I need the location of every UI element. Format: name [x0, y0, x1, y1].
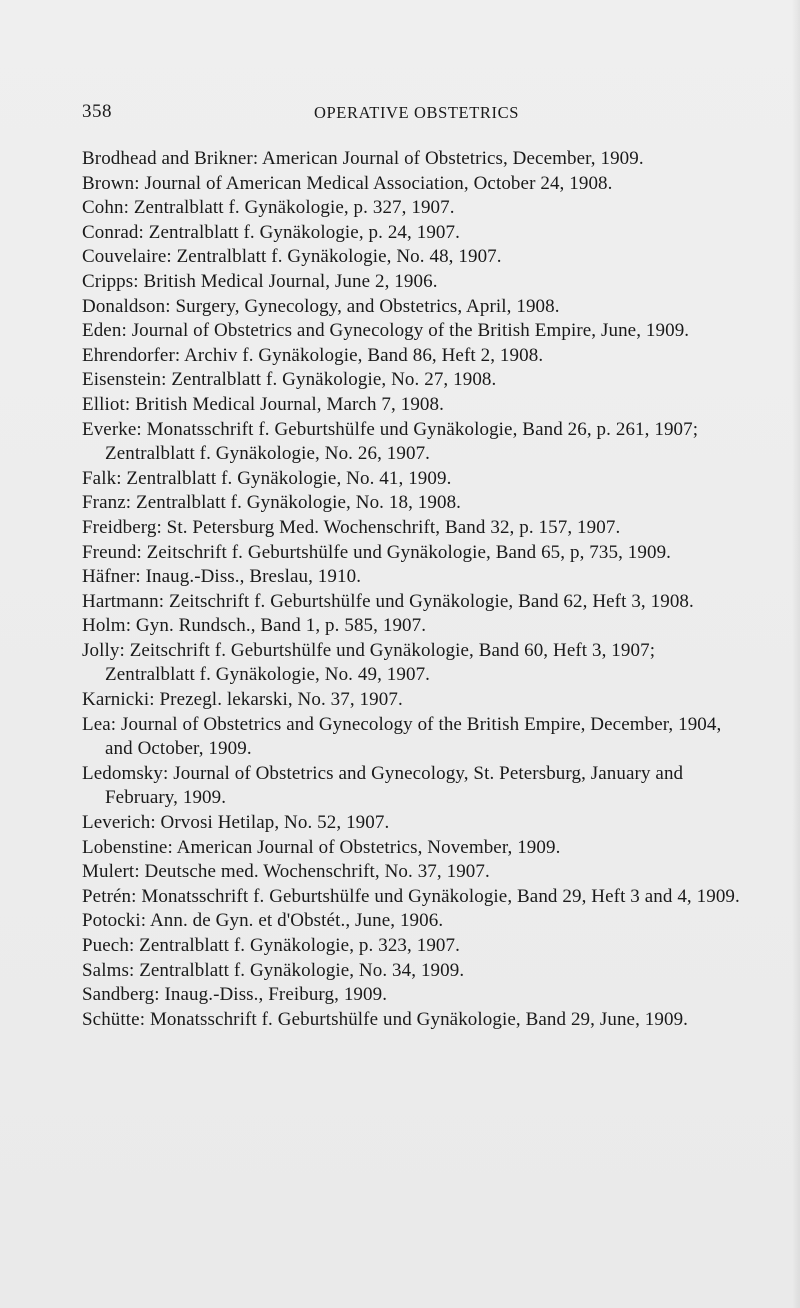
- reference-citation: Zentralblatt f. Gynäkologie, p. 323, 1907.: [139, 935, 460, 956]
- reference-author: Freidberg: [82, 516, 157, 538]
- reference-author: Lea: [82, 713, 111, 735]
- reference-author: Puech: [82, 935, 129, 956]
- reference-citation: Gyn. Rundsch., Band 1, p. 585, 1907.: [135, 615, 427, 637]
- reference-separator: :: [128, 935, 140, 956]
- reference-separator: :: [167, 836, 177, 858]
- reference-entry: [82, 319, 742, 344]
- reference-author: Donaldson: [82, 295, 166, 317]
- running-title: OPERATIVE OBSTETRICS: [314, 103, 519, 122]
- reference-entry: [82, 147, 742, 172]
- reference-citation: Ann. de Gyn. et d'Obstét., June, 1906.: [149, 910, 444, 932]
- reference-citation: Deutsche med. Wochenschrift, No. 37, 1907.: [144, 861, 490, 883]
- reference-citation: Inaug.-Diss., Freiburg, 1909.: [164, 984, 388, 1006]
- reference-separator: :: [136, 541, 147, 563]
- reference-entry: [82, 467, 742, 492]
- reference-entry: [82, 368, 742, 393]
- reference-citation: Zentralblatt f. Gynäkologie, No. 41, 1909.: [126, 467, 452, 489]
- reference-author: Ehrendorfer: [82, 344, 175, 366]
- reference-citation: Zeitschrift f. Geburtshülfe und Gynäkologie, Band 65, p, 735, 1909.: [146, 541, 672, 563]
- page-edge-shadow: [792, 0, 800, 1308]
- reference-separator: :: [128, 959, 140, 981]
- reference-entry: [82, 590, 742, 615]
- reference-citation: Zentralblatt f. Gynäkologie, No. 27, 1908.: [171, 369, 497, 391]
- reference-separator: :: [134, 861, 145, 883]
- reference-entry: [82, 221, 742, 246]
- reference-author: Schütte: [82, 1008, 140, 1030]
- reference-author: Falk: [82, 467, 117, 489]
- reference-author: Franz: [82, 492, 126, 514]
- reference-entry: [82, 516, 742, 541]
- reference-citation: Journal of American Medical Association, October 24, 1908.: [144, 172, 613, 194]
- reference-separator: :: [125, 615, 136, 637]
- reference-separator: :: [154, 984, 165, 1006]
- reference-entry: [82, 614, 742, 639]
- reference-citation: St. Petersburg Med. Wochenschrift, Band 32, p. 157, 1907.: [166, 516, 621, 538]
- running-head: [82, 101, 722, 125]
- reference-entry: [82, 418, 742, 467]
- reference-separator: :: [156, 516, 167, 538]
- reference-author: Häfner: [82, 566, 136, 588]
- reference-entry: [82, 270, 742, 295]
- reference-citation: Inaug.-Diss., Breslau, 1910.: [145, 566, 362, 588]
- reference-citation: Orvosi Hetilap, No. 52, 1907.: [160, 812, 390, 834]
- reference-entry: [82, 762, 742, 811]
- reference-author: Sandberg: [82, 984, 155, 1006]
- reference-separator: :: [166, 246, 177, 268]
- reference-author: Petrén: [82, 885, 132, 907]
- reference-list: [82, 147, 742, 1032]
- reference-author: Conrad: [82, 221, 139, 243]
- reference-entry: [82, 639, 742, 688]
- reference-separator: :: [135, 566, 146, 588]
- reference-separator: :: [165, 295, 176, 317]
- reference-author: Eden: [82, 320, 122, 342]
- reference-separator: :: [252, 148, 263, 169]
- reference-author: Eisenstein: [82, 369, 162, 391]
- reference-separator: :: [149, 689, 160, 711]
- reference-author: Karnicki: [82, 689, 150, 711]
- reference-author: Hartmann: [82, 590, 159, 612]
- reference-entry: [82, 688, 742, 713]
- reference-entry: [82, 860, 742, 885]
- reference-separator: :: [136, 418, 147, 440]
- reference-separator: :: [174, 344, 185, 366]
- reference-author: Couvelaire: [82, 246, 167, 268]
- reference-citation: Zentralblatt f. Gynäkologie, p. 327, 1907.: [133, 197, 455, 219]
- reference-author: Leverich: [82, 812, 151, 834]
- reference-separator: :: [116, 467, 127, 489]
- reference-separator: :: [119, 639, 130, 661]
- reference-citation: Zentralblatt f. Gynäkologie, No. 48, 1907.: [176, 246, 502, 268]
- reference-entry: [82, 713, 742, 762]
- reference-citation: British Medical Journal, March 7, 1908.: [135, 393, 444, 415]
- reference-entry: [82, 1008, 742, 1033]
- reference-citation: American Journal of Obstetrics, December, 1909.: [262, 148, 644, 169]
- reference-citation: Surgery, Gynecology, and Obstetrics, April, 1908.: [175, 295, 560, 317]
- reference-author: Holm: [82, 615, 126, 637]
- reference-separator: :: [150, 812, 161, 834]
- reference-citation: Zentralblatt f. Gynäkologie, No. 34, 1909.: [139, 959, 465, 981]
- reference-author: Lobenstine: [82, 836, 168, 858]
- reference-author: Salms: [82, 959, 129, 981]
- reference-separator: :: [123, 197, 134, 219]
- reference-entry: [82, 295, 742, 320]
- reference-citation: Monatsschrift f. Geburtshülfe und Gynäkologie, Band 26, p. 261, 1907; Zentralblatt f. Gynäkologie, No. 26, 1907.: [105, 418, 699, 465]
- reference-separator: :: [131, 885, 142, 907]
- reference-entry: [82, 491, 742, 516]
- reference-entry: [82, 196, 742, 221]
- reference-separator: :: [121, 320, 132, 342]
- reference-separator: :: [163, 762, 174, 784]
- reference-entry: [82, 811, 742, 836]
- reference-citation: Zentralblatt f. Gynäkologie, No. 18, 1908.: [136, 492, 462, 514]
- reference-separator: :: [133, 270, 144, 292]
- reference-author: Brown: [82, 172, 135, 194]
- reference-author: Elliot: [82, 393, 125, 415]
- reference-author: Potocki: [82, 910, 141, 932]
- reference-author: Brodhead and Brikner: [82, 148, 253, 169]
- reference-citation: Zeitschrift f. Geburtshülfe und Gynäkologie, Band 60, Heft 3, 1907; Zentralblatt f. Gynäkologie, No. 49, 1907.: [105, 639, 656, 686]
- reference-separator: :: [139, 1008, 150, 1030]
- reference-citation: Monatsschrift f. Geburtshülfe und Gynäkologie, Band 29, Heft 3 and 4, 1909.: [141, 885, 740, 907]
- reference-separator: :: [124, 393, 136, 415]
- reference-separator: :: [110, 713, 122, 735]
- reference-entry: [82, 172, 742, 197]
- reference-citation: British Medical Journal, June 2, 1906.: [143, 270, 438, 292]
- reference-author: Mulert: [82, 861, 135, 883]
- reference-entry: [82, 959, 742, 984]
- reference-author: Ledomsky: [82, 762, 164, 784]
- reference-entry: [82, 565, 742, 590]
- reference-entry: [82, 885, 742, 910]
- reference-citation: Zeitschrift f. Geburtshülfe und Gynäkologie, Band 62, Heft 3, 1908.: [169, 590, 694, 612]
- reference-author: Freund: [82, 541, 137, 563]
- reference-author: Jolly: [82, 639, 120, 661]
- reference-citation: Archiv f. Gynäkologie, Band 86, Heft 2, 1908.: [184, 344, 544, 366]
- reference-separator: :: [138, 221, 149, 243]
- reference-author: Cohn: [82, 197, 124, 219]
- reference-entry: [82, 344, 742, 369]
- reference-author: Everke: [82, 418, 137, 440]
- reference-entry: [82, 245, 742, 270]
- reference-citation: Journal of Obstetrics and Gynecology of the British Empire, December, 1904, and October, 1909.: [105, 713, 722, 760]
- reference-citation: American Journal of Obstetrics, November, 1909.: [176, 836, 561, 858]
- reference-entry: [82, 909, 742, 934]
- reference-entry: [82, 983, 742, 1008]
- reference-separator: :: [140, 910, 150, 932]
- page-number: 358: [82, 101, 112, 122]
- reference-entry: [82, 934, 742, 959]
- reference-separator: :: [134, 172, 145, 194]
- reference-separator: :: [158, 590, 170, 612]
- reference-citation: Journal of Obstetrics and Gynecology of the British Empire, June, 1909.: [131, 320, 690, 342]
- reference-separator: :: [125, 492, 136, 514]
- reference-citation: Prezegl. lekarski, No. 37, 1907.: [159, 689, 403, 711]
- reference-separator: :: [161, 369, 172, 391]
- reference-citation: Monatsschrift f. Geburtshülfe und Gynäkologie, Band 29, June, 1909.: [149, 1008, 689, 1030]
- reference-entry: [82, 836, 742, 861]
- reference-author: Cripps: [82, 270, 134, 292]
- reference-entry: [82, 393, 742, 418]
- reference-citation: Journal of Obstetrics and Gynecology, St. Petersburg, January and February, 1909.: [105, 762, 684, 809]
- reference-entry: [82, 541, 742, 566]
- reference-citation: Zentralblatt f. Gynäkologie, p. 24, 1907.: [148, 221, 460, 243]
